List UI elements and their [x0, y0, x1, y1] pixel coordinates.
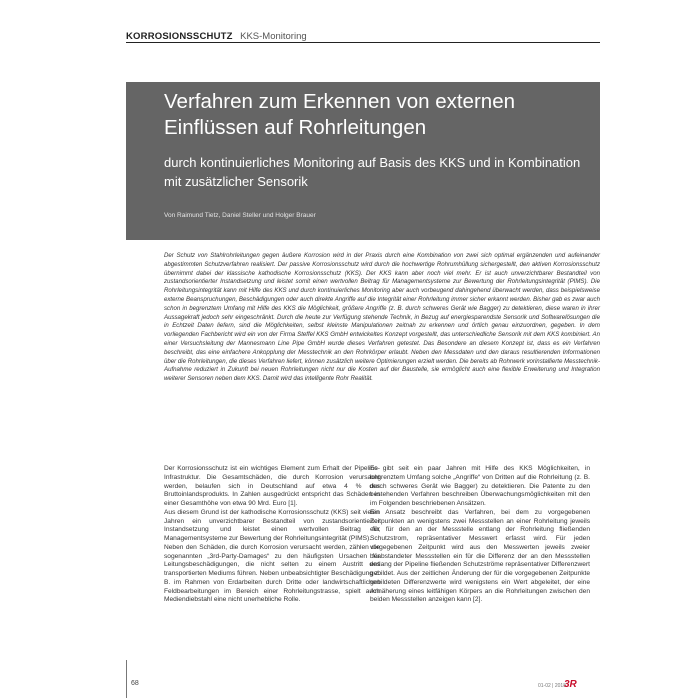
running-header	[126, 26, 600, 44]
header-rule	[126, 42, 600, 43]
publisher-logo-icon	[564, 678, 584, 688]
article-title: Verfahren zum Erkennen von externen Einflüssen auf Rohrleitungen	[164, 90, 515, 139]
issue-label: 01-02 | 2018	[538, 683, 566, 689]
section-title: KORROSIONSSCHUTZ	[126, 31, 233, 42]
paragraph: Aus diesem Grund ist der kathodische Korrosionsschutz (KKS) seit vielen Jahren ein unverzichtbarer Bestandteil von zustandsorientierter Instandsetzung und leistet einen wertvollen Beitrag für Managementsysteme zur Bewertung der Rohrleitungsintegrität (PIMS).	[164, 508, 380, 542]
paragraph: Ein Ansatz beschreibt das Verfahren, bei dem zu vorgegebenen Zeitpunkten an wenigstens zwei Messstellen an einer Rohrleitung jeweils ein, für den an der Messstelle entlang der Rohrleitung fließenden Schutzstrom, repräsentativer Messwert erfasst wird. Für jeden vorgegebenen Zeitpunkt wird aus den Messwerten jeweils zweier beabstandeter Messstellen ein für die Differenz der an den Messstellen entlang der Pipeline fließenden Schutzströme repräsentativer Differenzwert gebildet. Aus der zeitlichen Änderung der für die vorgegebenen Zeitpunkte gebildeten Differenzwerte wird wenigstens ein Wert abgeleitet, der eine Annäherung eines leitfähigen Körpers an die Rohrleitungen zwischen den beiden Messstellen anzeigen kann [2].	[370, 508, 590, 604]
body-column-left	[164, 465, 380, 605]
article-subtitle: durch kontinuierliches Monitoring auf Basis des KKS und in Kombination mit zusätzlicher Sensorik	[164, 155, 581, 189]
abstract: Der Schutz von Stahlrohrleitungen gegen äußere Korrosion wird in der Praxis durch eine Kombination von zwei sich optimal ergänzenden und aufeinander abgestimmten Schutzverfahren realisiert. Der passive Korrosionsschutz wird durch die hochwertige Rohrumhüllung sichergestellt, den aktiven Korrosionsschutz übernimmt dabei der klassische kathodische Korrosionsschutz (KKS). Der KKS kann aber noch viel mehr. Er ist auch unverzichtbarer Bestandteil von zustandsorientierter Instandsetzung und leistet somit einen wertvollen Beitrag für Managementsysteme zur Bewertung der Rohrleitungsintegrität (PIMS). Die Rohrleitungsintegrität kann mit Hilfe des KKS und durch kontinuierliches Monitoring aber auch vorbeugend dahingehend überwacht werden, dass beispielsweise externe Beanspruchungen, Beschädigungen oder auch direkte Angriffe auf die Integrität einer Rohrleitung immer sicher erkannt werden. Bisher gab es zwar auch schon in begrenztem Umfang mit Hilfe des KKS die Möglichkeit, größere Angriffe (z. B. durch schweres Gerät wie Bagger) zu detektieren, diese waren in ihrer Aussagekraft jedoch sehr eingeschränkt. Durch die heute zur Verfügung stehende Technik, in Bezug auf energiesparendste Sensorik und Softwarelösungen die in Echtzeit Daten liefern, sind die Möglichkeiten, selbst kleinste Manipulationen zeitnah zu erkennen und örtlich genau einzuordnen, gegeben. In dem vorliegenden Fachbericht wird ein von der Firma Steffel KKS GmbH entwickeltes Konzept vorgestellt, das unterschiedliche Sensorik mit dem KKS kombiniert. An einer Versuchsleitung der Mannesmann Line Pipe GmbH wurde dieses Verfahren getestet. Das Besondere an diesem Konzept ist, dass es ein Verfahren beschreibt, das eine einfachere Ankopplung der Messtechnik an den Rohrkörper erlaubt. Neben den Messdaten und den daraus resultierenden Informationen über die Rohrleitungen, die dieses Verfahren liefert, können zusätzlich weitere Optimierungen erzielt werden. Die bereits ab Rohrwerk vorinstallierte Messtechnik-Aufnahme reduziert in Zukunft bei neuen Rohrleitungen nicht nur die Kosten auf der Baustelle, sie ermöglicht auch eine flexible Erweiterung und Integration weiterer Sensoren neben dem KKS. Damit wird das intelligente Rohr Realität.	[164, 252, 600, 383]
logo-text: 3R	[564, 679, 577, 688]
paragraph: Es gibt seit ein paar Jahren mit Hilfe des KKS Möglichkeiten, in begrenztem Umfang solche „Angriffe“ von Dritten auf die Rohrleitung (z. B. durch schweres Gerät wie Bagger) zu detektieren. Die Patente zu den bestehenden Verfahren beschreiben Überwachungsmöglichkeiten mit den im Folgenden beschriebenen Ansätzen.	[370, 465, 590, 507]
title-banner	[126, 82, 600, 240]
paragraph: Neben den Schäden, die durch Korrosion verursacht werden, zählen die sogenannten „3rd-Party-Damages“ zu den häufigsten Ursachen für Leitungsbeschädigungen, die nicht selten zu einem Austritt des transportierten Mediums führen. Neben unbeabsichtigter Beschädigung z. B. im Rahmen von Erdarbeiten durch Dritte oder landwirtschaftlichen Feldbearbeitungen im Bereich einer Rohrleitungstrasse, spielt auch Mediendiebstahl eine nicht unerhebliche Rolle.	[164, 543, 380, 604]
paragraph: Der Korrosionsschutz ist ein wichtiges Element zum Erhalt der Pipeline-Infrastruktur. Die Gesamtschäden, die durch Korrosion verursacht werden, belaufen sich in Deutschland auf etwa 4 % des Bruttoinlandsprodukts. In Zahlen ausgedrückt entspricht das Schäden in einer Gesamthöhe von etwa 90 Mrd. Euro [1].	[164, 465, 380, 507]
body-column-right	[370, 465, 590, 605]
footer-rule	[126, 660, 127, 698]
article-authors: Von Raimund Tietz, Daniel Steller und Holger Brauer	[164, 212, 316, 219]
section-subtitle: KKS-Monitoring	[240, 31, 307, 42]
page-number: 68	[131, 680, 139, 687]
